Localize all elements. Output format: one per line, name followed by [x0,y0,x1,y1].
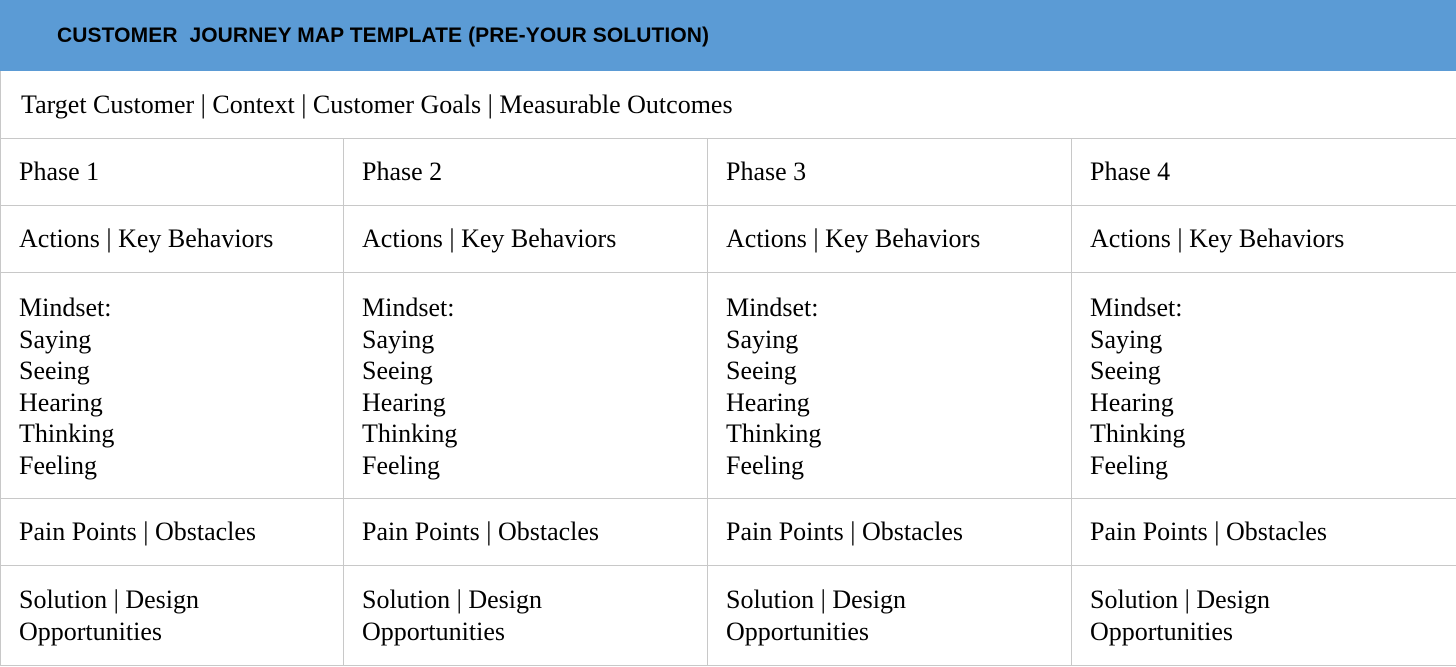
actions-cell: Actions | Key Behaviors [1072,206,1456,273]
mindset-item-thinking: Thinking [362,419,458,448]
solution-line: Solution | Design [19,585,199,614]
mindset-item-thinking: Thinking [726,419,822,448]
mindset-item-hearing: Hearing [726,387,810,417]
phase-header: Phase 2 [344,139,708,206]
mindset-item-seeing: Seeing [1090,356,1161,385]
mindset-cell [1072,273,1456,499]
phase-row [1,139,1456,206]
solution-line: Opportunities [362,616,505,646]
mindset-label: Mindset: [362,293,455,322]
solution-line: Solution | Design [362,585,542,614]
mindset-item-seeing: Seeing [726,356,797,385]
solution-cell [344,566,708,666]
mindset-item-hearing: Hearing [1090,387,1174,417]
mindset-item-seeing: Seeing [362,356,433,385]
solution-cell [1,566,344,666]
mindset-item-saying: Saying [726,324,799,354]
title-row [1,1,1456,71]
page-title: CUSTOMER JOURNEY MAP TEMPLATE (PRE-YOUR SOLUTION) [1,1,1456,71]
mindset-label: Mindset: [19,293,112,322]
solution-line: Opportunities [726,616,869,646]
mindset-item-feeling: Feeling [362,450,440,480]
mindset-item-saying: Saying [19,324,92,354]
pain-points-row [1,499,1456,566]
solution-line: Opportunities [1090,616,1233,646]
solution-line: Solution | Design [726,585,906,614]
mindset-cell [344,273,708,499]
mindset-item-saying: Saying [1090,324,1163,354]
mindset-label: Mindset: [726,293,819,322]
mindset-item-thinking: Thinking [19,419,115,448]
actions-cell: Actions | Key Behaviors [708,206,1072,273]
solution-cell [1072,566,1456,666]
mindset-cell [1,273,344,499]
mindset-item-hearing: Hearing [362,387,446,417]
mindset-item-feeling: Feeling [19,450,97,480]
context-row [1,71,1456,139]
phase-header: Phase 3 [708,139,1072,206]
solution-row [1,566,1456,666]
pain-points-cell: Pain Points | Obstacles [1,499,344,566]
mindset-item-saying: Saying [362,324,435,354]
solution-line: Solution | Design [1090,585,1270,614]
actions-row [1,206,1456,273]
pain-points-cell: Pain Points | Obstacles [344,499,708,566]
mindset-item-feeling: Feeling [726,450,804,480]
pain-points-cell: Pain Points | Obstacles [1072,499,1456,566]
actions-cell: Actions | Key Behaviors [1,206,344,273]
mindset-item-seeing: Seeing [19,356,90,385]
actions-cell: Actions | Key Behaviors [344,206,708,273]
mindset-label: Mindset: [1090,293,1183,322]
phase-header: Phase 4 [1072,139,1456,206]
pain-points-cell: Pain Points | Obstacles [708,499,1072,566]
phase-header: Phase 1 [1,139,344,206]
solution-cell [708,566,1072,666]
mindset-row [1,273,1456,499]
mindset-item-thinking: Thinking [1090,419,1186,448]
mindset-cell [708,273,1072,499]
solution-line: Opportunities [19,616,162,646]
context-line: Target Customer | Context | Customer Goals | Measurable Outcomes [1,71,1456,139]
mindset-item-feeling: Feeling [1090,450,1168,480]
mindset-item-hearing: Hearing [19,387,103,417]
